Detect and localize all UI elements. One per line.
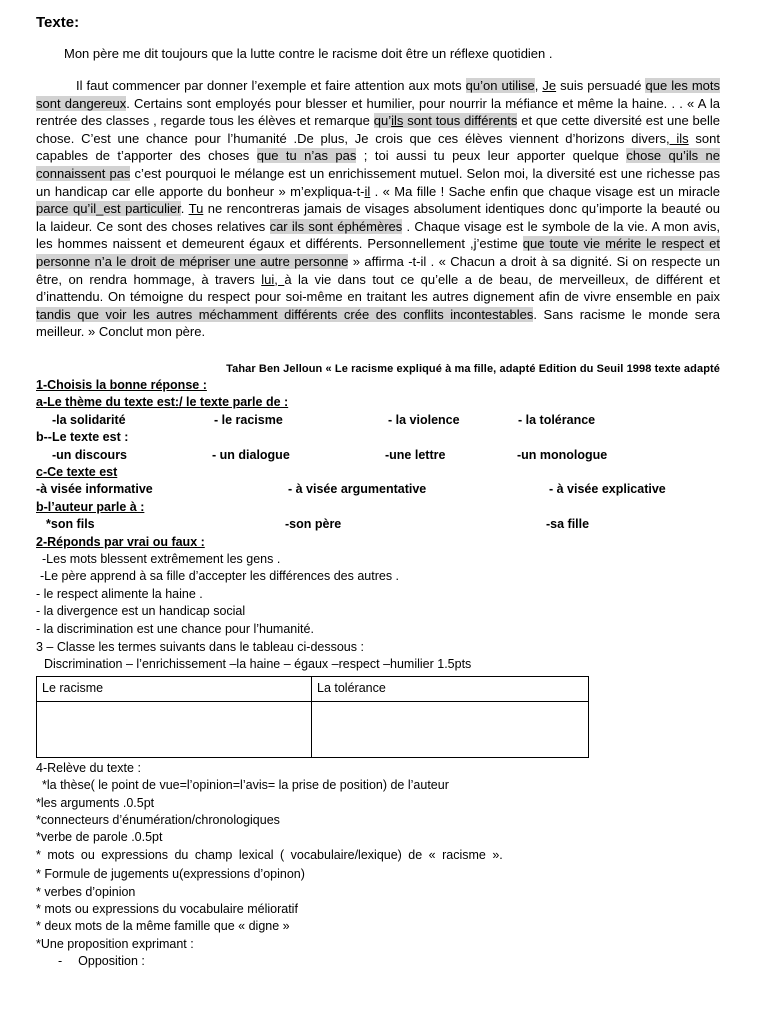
highlighted-text: sont tous différents [403,113,518,129]
text-segment: Il faut commencer par donner l’exemple et faire attention aux mots [76,78,466,93]
q1-heading: 1-Choisis la bonne réponse : [36,377,207,392]
q4-item: *verbe de parole .0.5pt [36,830,163,845]
highlighted-text: parce qu’il_est particulier [36,201,181,217]
option: - la violence [388,412,460,427]
highlighted-text: qu’ [373,113,392,129]
q1a-options [36,412,720,429]
q2-item: - le respect alimente la haine . [36,586,203,601]
underlined-text: lui, [261,271,285,287]
q4-item: * deux mots de la même famille que « digne » [36,919,290,934]
intro-sentence: Mon père me dit toujours que la lutte contre le racisme doit être un réflexe quotidien . [64,46,553,61]
questions-section [36,377,720,971]
option: - le racisme [214,412,283,427]
text-segment: . « Ma fille ! Sache enfin que chaque visage est un miracle [370,183,720,199]
q2-item: - la discrimination est une chance pour l’humanité. [36,621,314,636]
q3-terms: Discrimination – l’enrichissement –la haine – égaux –respect –humilier 1.5pts [44,657,472,672]
table-cell-tolerance[interactable] [312,701,589,757]
q4-heading: 4-Relève du texte : [36,760,141,775]
q2-item: -Le père apprend à sa fille d’accepter les différences des autres . [40,569,400,584]
q4-item: * mots ou expressions du champ lexical ( vocabulaire/lexique) de « racisme ». [36,847,503,862]
q3-heading: 3 – Classe les termes suivants dans le tableau ci-dessous : [36,639,364,654]
option: - la tolérance [518,412,596,427]
option: *son fils [46,517,95,532]
source-citation: Tahar Ben Jelloun « Le racisme expliqué à ma fille, adapté Edition du Seuil 1998 texte adapté [226,362,720,375]
option: -un discours [52,447,128,462]
underlined-text: il [364,183,371,199]
q1d-options [36,516,720,533]
highlighted-text: car ils sont éphémères [269,218,403,234]
highlighted-text: que les mots sont dangereux [36,78,721,111]
highlighted-text: que toute vie mérite le respect et personne n’a le droit de mépriser une autre personne [36,236,720,269]
text-segment: suis persuadé [556,78,646,93]
highlighted-text: qu’on utilise [465,78,535,93]
text-segment: ; toi aussi tu peux leur apporter quelque [356,148,627,164]
underlined-text: Je [542,78,557,93]
highlighted-underlined-text: ils [391,113,404,129]
main-text [36,77,720,341]
q4-item: *connecteurs d’énumération/chronologiques [36,812,280,827]
underlined-text: , ils [665,130,689,146]
option: - un dialogue [212,447,290,462]
highlighted-text: que tu n’as pas [256,148,357,164]
q1d-heading: b-l’auteur parle à : [36,499,145,514]
highlighted-text: tandis que voir les autres méchamment différents crée des conflits incontestables [36,306,534,322]
highlighted-text: chose qu’ils ne connaissent pas [36,148,720,181]
text-title: Texte: [36,14,80,31]
q2-item: - la divergence est un handicap social [36,604,246,619]
text-segment: sont capables de t’apporter des choses [36,130,720,164]
option: -sa fille [546,517,590,532]
q1c-options [36,481,720,498]
text-segment: , [534,78,543,93]
option: -son père [285,517,342,532]
table-cell-racisme[interactable] [37,701,312,757]
opposition-label: Opposition : [78,954,145,969]
classification-table [36,676,589,758]
q4-item: *la thèse( le point de vue=l’opinion=l’avis= la prise de position) de l’auteur [42,778,449,793]
q2-heading: 2-Réponds par vrai ou faux : [36,534,205,549]
q4-item: * verbes d’opinion [36,884,136,899]
q1b-heading: b--Le texte est : [36,430,129,445]
q4-item: *les arguments .0.5pt [36,795,155,810]
text-segment: . [180,201,189,217]
text-segment: » affirma -t-il . « Chacun a droit à sa dignité. Si on respecte un être, on rendra hommage, à travers [36,253,720,287]
option: - à visée explicative [549,482,666,497]
option: - à visée argumentative [288,482,427,497]
option: -la solidarité [52,412,126,427]
text-segment: . Certains sont employés pour blesser et humilier, pour nourrir la méfiance et même la haine. . . « A la rentrée des classes , regarde tous les élèves et remarque [36,95,720,129]
option: -un monologue [517,447,608,462]
underlined-text: Tu [188,201,204,217]
document-page [36,14,720,971]
q1b-options [36,447,720,464]
q4-item: *Une proposition exprimant : [36,936,194,951]
text-segment: et que cette diversité est une belle chose. C’est une chance pour l’humanité .De plus, Je crois que ces élèves viennent d’horizons divers [36,113,721,146]
q2-item: -Les mots blessent extrêmement les gens . [42,551,281,566]
dash-bullet: - [58,954,63,969]
option: -une lettre [385,447,446,462]
table-header-tolerance: La tolérance [312,676,589,701]
table-header-racisme: Le racisme [37,676,312,701]
option: -à visée informative [36,482,153,497]
text-segment: . Chaque visage est le symbole de la vie. A mon avis, les hommes naissent et demeurent égaux et différents. Personnellement ,j’estime [36,218,720,252]
q1c-heading: c-Ce texte est [36,464,118,479]
text-segment: . Sans racisme le monde sera meilleur. » Conclut mon père. [36,306,721,340]
q4-item: * mots ou expressions du vocabulaire mélioratif [36,902,298,916]
text-segment: à la vie dans tout ce qu’elle a de beau, de merveilleux, de différent et d’inattendu. On témoigne du respect pour soi-même en traitant les autres dignement afin de vivre ensemble en paix [36,271,721,305]
q1a-heading: a-Le thème du texte est:/ le texte parle de : [36,395,289,410]
q4-sub-item [36,953,720,970]
q4-item: * Formule de jugements u(expressions d’opinon) [36,867,305,882]
text-segment: c’est pourquoi le mélange est un enrichissement mutuel. Selon moi, la diversité est une richesse pas un handicap car elle apporte du bonheur » m’expliqua-t- [36,165,720,199]
text-segment: ne rencontreras jamais de visages absolument identiques donc qu’importe la beauté ou la laideur. Ce sont des choses relatives [36,201,720,234]
